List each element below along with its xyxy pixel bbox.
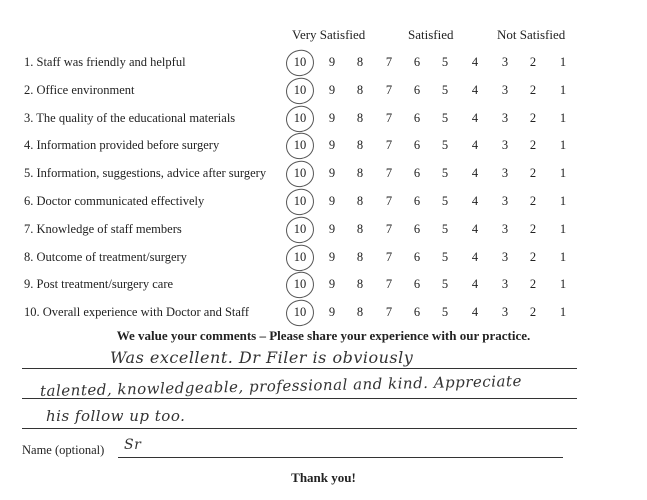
rating-option-6[interactable]: 6 [413, 249, 421, 264]
rating-option-6[interactable]: 6 [413, 277, 421, 292]
rating-option-4[interactable]: 4 [471, 138, 479, 153]
rating-option-4[interactable]: 4 [471, 277, 479, 292]
selected-rating-circle [284, 187, 315, 217]
rating-option-9[interactable]: 9 [328, 194, 336, 208]
rating-option-10[interactable]: 10 [293, 82, 307, 97]
selected-rating-circle [284, 132, 315, 162]
rating-option-4[interactable]: 4 [471, 249, 479, 264]
rating-option-6[interactable]: 6 [413, 138, 421, 153]
rating-option-1[interactable]: 1 [559, 138, 567, 153]
question-label: 5. Information, suggestions, advice after surgery [24, 166, 267, 181]
selected-rating-circle [284, 243, 315, 273]
rating-option-2[interactable]: 2 [529, 249, 537, 264]
rating-option-10[interactable]: 10 [293, 194, 307, 208]
rating-row [0, 166, 647, 186]
rating-option-3[interactable]: 3 [501, 55, 509, 69]
rating-option-3[interactable]: 3 [501, 249, 509, 264]
rating-option-1[interactable]: 1 [559, 194, 567, 208]
rating-option-7[interactable]: 7 [385, 110, 393, 125]
rating-option-2[interactable]: 2 [529, 194, 537, 208]
name-label: Name (optional) [22, 443, 105, 457]
rating-option-8[interactable]: 8 [356, 55, 364, 69]
rating-option-9[interactable]: 9 [328, 221, 336, 236]
question-label: 7. Knowledge of staff members [24, 221, 182, 236]
rating-option-6[interactable]: 6 [413, 110, 421, 125]
rating-row [0, 194, 647, 214]
selected-rating-circle [284, 76, 315, 106]
thank-you: Thank you! [291, 470, 356, 485]
question-label: 2. Office environment [24, 82, 135, 97]
question-label: 8. Outcome of treatment/surgery [24, 249, 187, 264]
rating-option-8[interactable]: 8 [356, 277, 364, 292]
rating-option-3[interactable]: 3 [501, 277, 509, 292]
rating-option-5[interactable]: 5 [441, 221, 449, 236]
rating-option-8[interactable]: 8 [356, 166, 364, 181]
rating-option-10[interactable]: 10 [293, 305, 307, 320]
rating-option-1[interactable]: 1 [559, 166, 567, 181]
rating-option-2[interactable]: 2 [529, 221, 537, 236]
rating-option-10[interactable]: 10 [293, 249, 307, 264]
comment-line-3 [22, 428, 577, 429]
rating-option-7[interactable]: 7 [385, 305, 393, 320]
rating-option-3[interactable]: 3 [501, 305, 509, 320]
rating-option-1[interactable]: 1 [559, 55, 567, 69]
rating-option-4[interactable]: 4 [471, 194, 479, 208]
rating-option-5[interactable]: 5 [441, 166, 449, 181]
rating-option-9[interactable]: 9 [328, 249, 336, 264]
rating-option-5[interactable]: 5 [441, 249, 449, 264]
rating-row [0, 83, 647, 103]
rating-option-1[interactable]: 1 [559, 305, 567, 320]
rating-option-5[interactable]: 5 [441, 110, 449, 125]
rating-option-7[interactable]: 7 [385, 194, 393, 208]
handwritten-comment-3: his follow up too. [46, 407, 186, 425]
rating-option-9[interactable]: 9 [328, 277, 336, 292]
question-label: 4. Information provided before surgery [24, 138, 220, 153]
rating-option-2[interactable]: 2 [529, 110, 537, 125]
header-very-satisfied: Very Satisfied [292, 27, 366, 42]
rating-option-1[interactable]: 1 [559, 277, 567, 292]
rating-option-10[interactable]: 10 [293, 138, 307, 153]
rating-option-1[interactable]: 1 [559, 110, 567, 125]
rating-option-4[interactable]: 4 [471, 82, 479, 97]
rating-option-8[interactable]: 8 [356, 221, 364, 236]
rating-option-10[interactable]: 10 [293, 166, 307, 181]
rating-option-8[interactable]: 8 [356, 305, 364, 320]
handwritten-comment-1: Was excellent. Dr Filer is obviously [110, 348, 414, 367]
rating-option-8[interactable]: 8 [356, 194, 364, 208]
rating-option-4[interactable]: 4 [471, 110, 479, 125]
rating-option-4[interactable]: 4 [471, 305, 479, 320]
rating-row [0, 305, 647, 325]
rating-option-8[interactable]: 8 [356, 82, 364, 97]
rating-option-7[interactable]: 7 [385, 82, 393, 97]
rating-option-7[interactable]: 7 [385, 166, 393, 181]
rating-option-6[interactable]: 6 [413, 221, 421, 236]
rating-option-7[interactable]: 7 [385, 277, 393, 292]
rating-option-9[interactable]: 9 [328, 305, 336, 320]
rating-option-2[interactable]: 2 [529, 82, 537, 97]
rating-option-8[interactable]: 8 [356, 138, 364, 153]
rating-option-4[interactable]: 4 [471, 221, 479, 236]
rating-option-10[interactable]: 10 [293, 221, 307, 236]
rating-option-3[interactable]: 3 [501, 138, 509, 153]
rating-option-6[interactable]: 6 [413, 305, 421, 320]
rating-option-3[interactable]: 3 [501, 221, 509, 236]
rating-option-6[interactable]: 6 [413, 166, 421, 181]
rating-option-1[interactable]: 1 [559, 82, 567, 97]
handwritten-name: Sr [124, 437, 142, 453]
question-label: 3. The quality of the educational materials [24, 110, 236, 125]
comments-prompt: We value your comments – Please share your experience with our practice. [116, 328, 531, 343]
rating-row [0, 277, 647, 297]
comment-line-1 [22, 368, 577, 369]
rating-row [0, 250, 647, 270]
rating-option-9[interactable]: 9 [328, 166, 336, 181]
rating-row [0, 222, 647, 242]
rating-row [0, 55, 647, 75]
rating-option-8[interactable]: 8 [356, 249, 364, 264]
handwritten-comment-2: talented, knowledgeable, professional and kind. Appreciate [39, 371, 523, 401]
header-not-satisfied: Not Satisfied [497, 27, 566, 42]
rating-option-5[interactable]: 5 [441, 277, 449, 292]
rating-option-4[interactable]: 4 [471, 166, 479, 181]
rating-option-7[interactable]: 7 [385, 221, 393, 236]
rating-row [0, 111, 647, 131]
rating-option-1[interactable]: 1 [559, 221, 567, 236]
rating-option-3[interactable]: 3 [501, 166, 509, 181]
rating-row [0, 138, 647, 158]
header-satisfied: Satisfied [408, 27, 454, 42]
rating-option-10[interactable]: 10 [293, 110, 307, 125]
rating-option-10[interactable]: 10 [293, 55, 307, 69]
rating-option-9[interactable]: 9 [328, 82, 336, 97]
rating-option-6[interactable]: 6 [413, 55, 421, 69]
rating-option-9[interactable]: 9 [328, 55, 336, 69]
rating-option-8[interactable]: 8 [356, 110, 364, 125]
rating-option-5[interactable]: 5 [441, 138, 449, 153]
rating-option-2[interactable]: 2 [529, 305, 537, 320]
selected-rating-circle [284, 298, 315, 328]
rating-option-7[interactable]: 7 [385, 138, 393, 153]
rating-option-3[interactable]: 3 [501, 82, 509, 97]
rating-option-4[interactable]: 4 [471, 55, 479, 69]
rating-option-5[interactable]: 5 [441, 194, 449, 208]
rating-option-5[interactable]: 5 [441, 305, 449, 320]
rating-option-2[interactable]: 2 [529, 166, 537, 181]
selected-rating-circle [284, 48, 315, 78]
selected-rating-circle [284, 159, 315, 189]
selected-rating-circle [284, 104, 315, 134]
rating-option-6[interactable]: 6 [413, 194, 421, 208]
rating-option-7[interactable]: 7 [385, 55, 393, 69]
rating-option-3[interactable]: 3 [501, 194, 509, 208]
rating-option-1[interactable]: 1 [559, 249, 567, 264]
question-label: 10. Overall experience with Doctor and Staff [24, 305, 250, 320]
rating-option-10[interactable]: 10 [293, 277, 307, 292]
rating-option-2[interactable]: 2 [529, 138, 537, 153]
question-label: 9. Post treatment/surgery care [24, 277, 174, 292]
rating-option-5[interactable]: 5 [441, 55, 449, 69]
question-label: 1. Staff was friendly and helpful [24, 55, 186, 69]
rating-option-3[interactable]: 3 [501, 110, 509, 125]
rating-option-2[interactable]: 2 [529, 55, 537, 69]
rating-option-9[interactable]: 9 [328, 138, 336, 153]
rating-option-6[interactable]: 6 [413, 82, 421, 97]
rating-option-9[interactable]: 9 [328, 110, 336, 125]
selected-rating-circle [284, 215, 315, 245]
rating-option-5[interactable]: 5 [441, 82, 449, 97]
rating-option-2[interactable]: 2 [529, 277, 537, 292]
selected-rating-circle [284, 271, 315, 301]
question-label: 6. Doctor communicated effectively [24, 194, 205, 208]
name-line [118, 457, 563, 458]
rating-option-7[interactable]: 7 [385, 249, 393, 264]
